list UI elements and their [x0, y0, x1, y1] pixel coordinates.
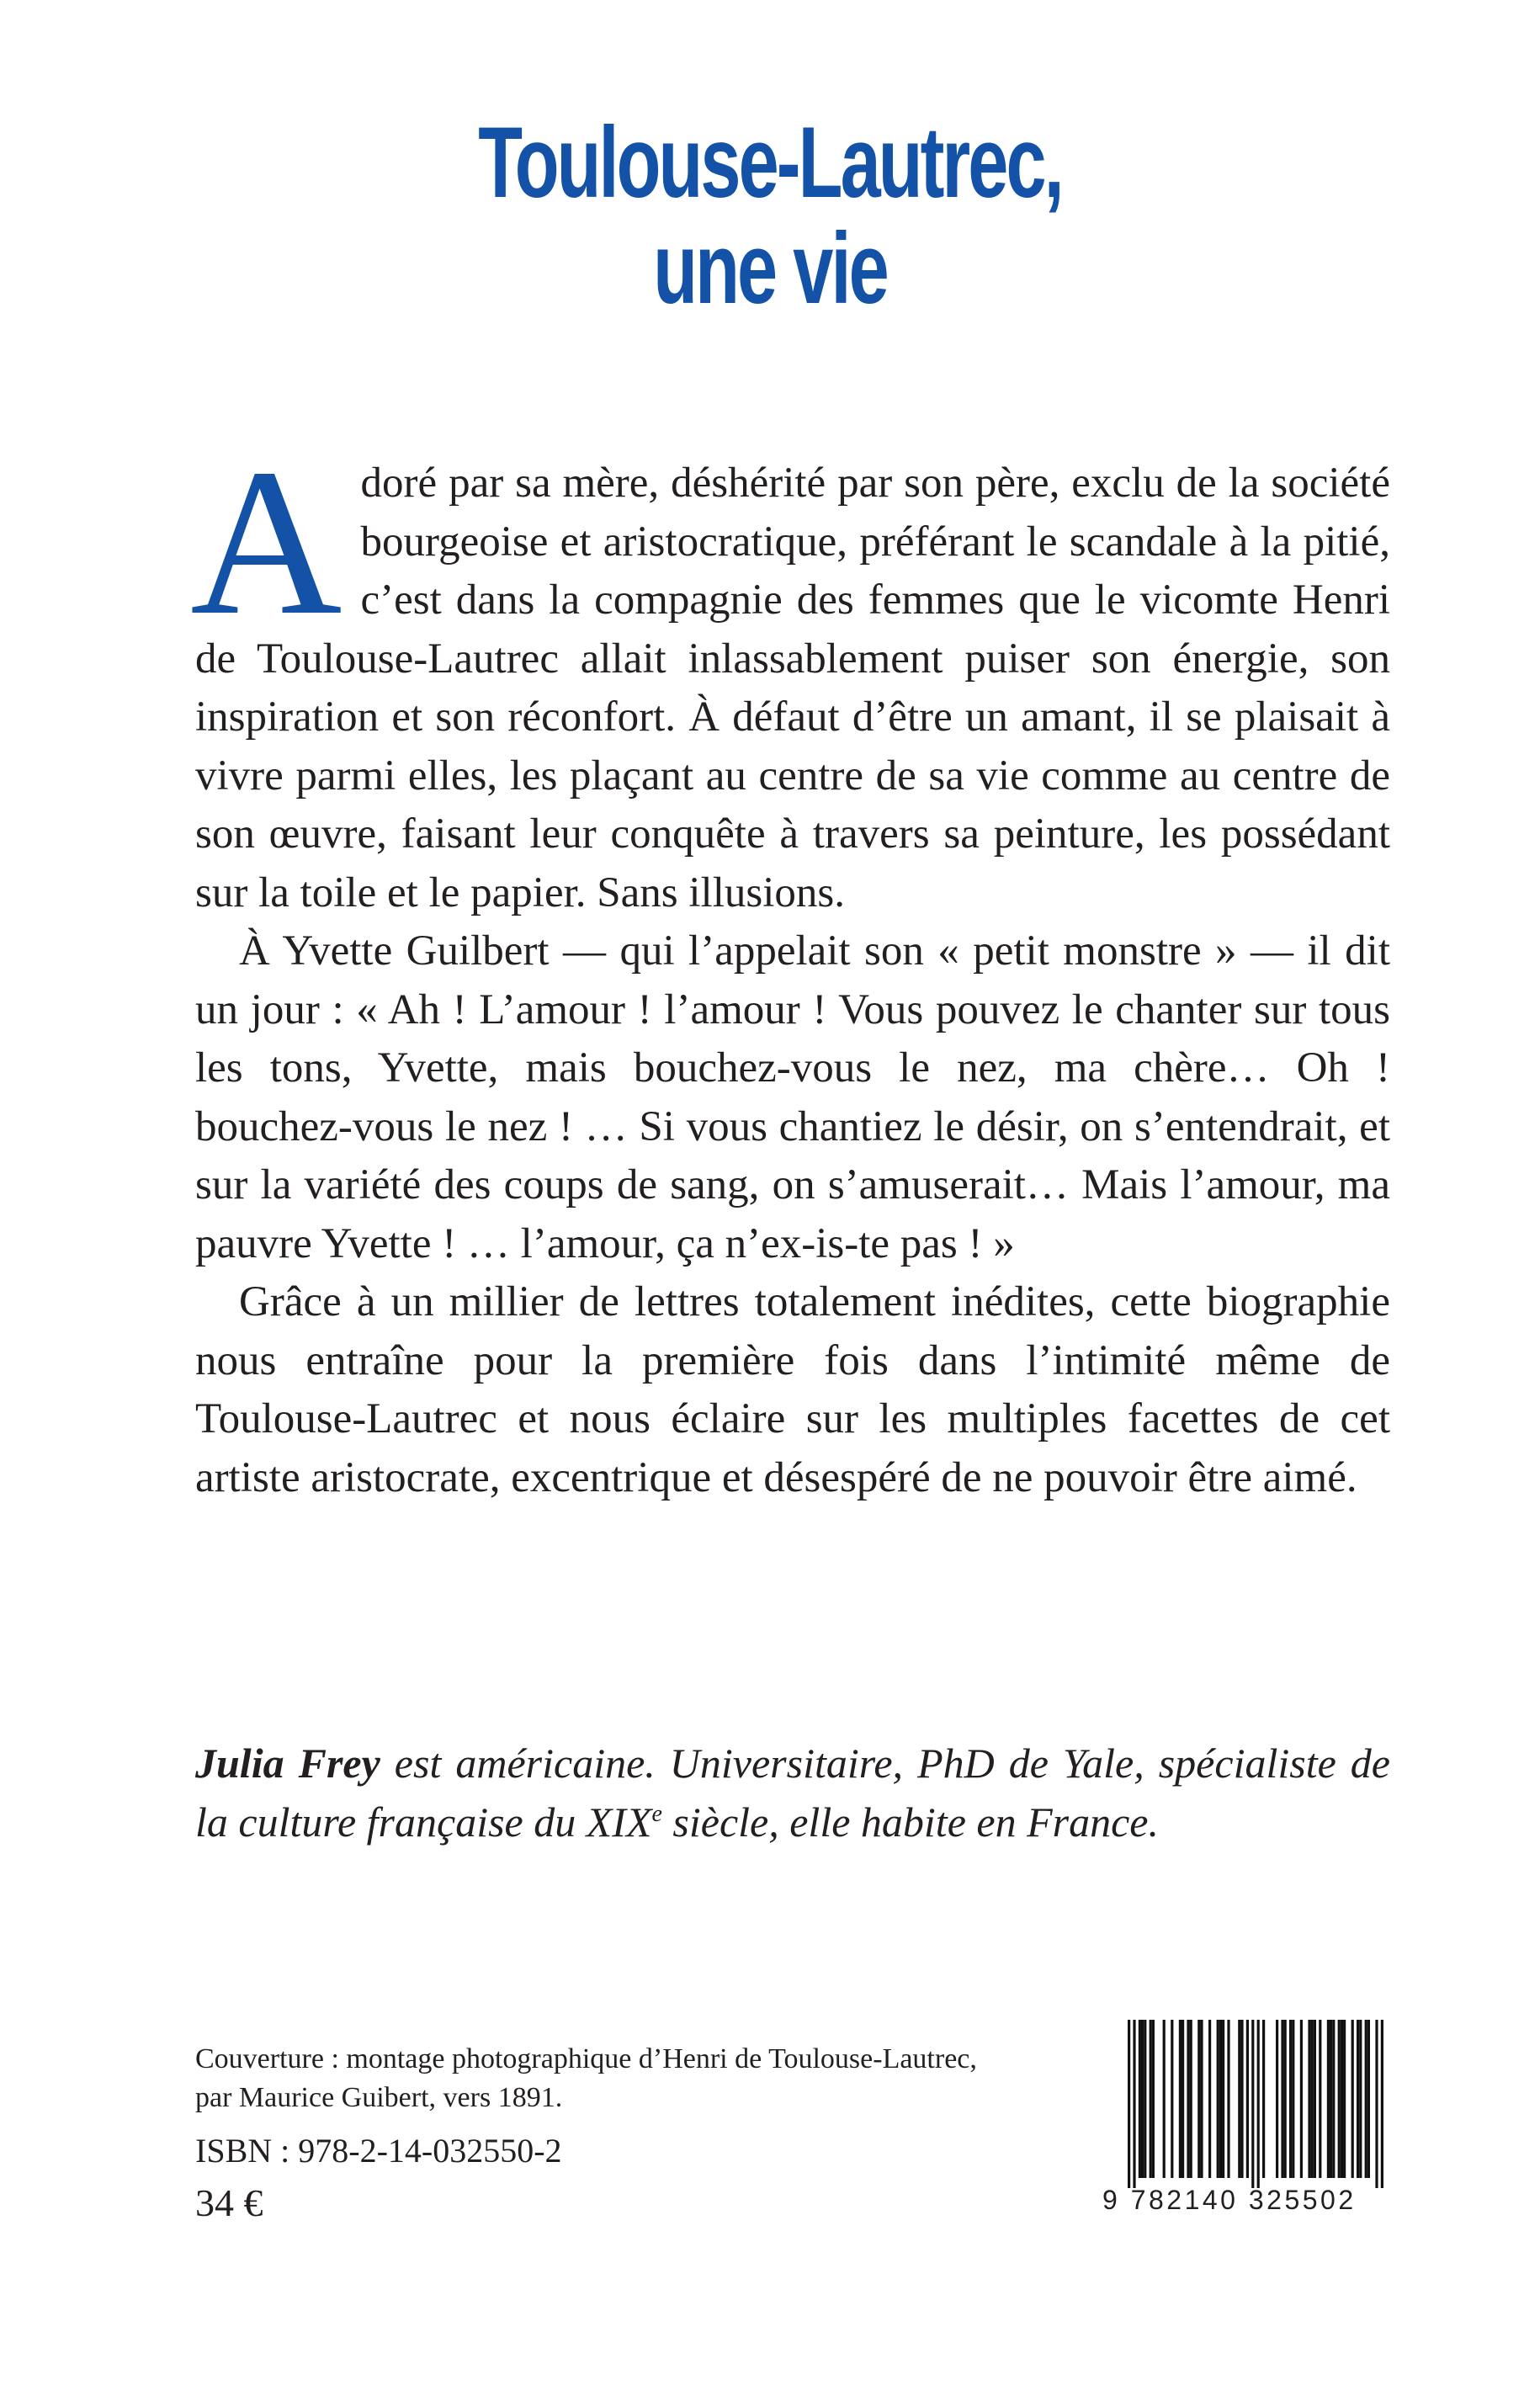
barcode-bar [1341, 2020, 1343, 2178]
barcode-bar [1351, 2020, 1354, 2178]
author-bio-text-2: siècle, elle habite en France. [661, 1798, 1159, 1846]
barcode-bar [1284, 2020, 1287, 2178]
barcode-bar [1357, 2020, 1359, 2178]
barcode-bar [1179, 2020, 1182, 2178]
price: 34 € [195, 2181, 263, 2224]
author-name: Julia Frey [195, 1740, 380, 1787]
synopsis-paragraph-2: À Yvette Guilbert — qui l’appelait son « petit monstre » — il dit un jour : « Ah ! L’amour ! l’amour ! Vous pouvez le chanter sur tous les tons, Yvette, mais bouchez-vous le nez, ma chère… Oh ! bouchez-vous le nez ! … Si vous chantiez le désir, on s’entendrait, et sur la variété des coups de sang, on s’amuserait… Mais l’amour, ma pauvre Yvette ! … l’amour, ça n’ex-is-te pas ! » [195, 927, 1390, 1267]
barcode-bar [1227, 2020, 1229, 2178]
barcode-bar [1319, 2020, 1321, 2178]
barcode-bar [1292, 2020, 1294, 2178]
book-title-line-1: Toulouse-Lautrec, [478, 106, 1062, 219]
cover-credit [195, 2040, 977, 2117]
barcode-bar [1200, 2020, 1203, 2178]
synopsis [190, 426, 1390, 1507]
barcode-bar [1314, 2020, 1316, 2178]
barcode-bar [1289, 2020, 1292, 2178]
cover-credit-line-1: Couverture : montage photographique d’Henri de Toulouse-Lautrec, [195, 2043, 977, 2074]
barcode-bar [1139, 2020, 1141, 2178]
barcode-bar [1171, 2020, 1173, 2178]
barcode-bar [1262, 2020, 1265, 2178]
synopsis-paragraph-1 [190, 426, 1390, 922]
barcode-bar [1381, 2020, 1383, 2188]
barcode-bar [1359, 2020, 1362, 2178]
cover-credit-line-2: par Maurice Guibert, vers 1891. [195, 2082, 563, 2113]
barcode-bar [1251, 2020, 1254, 2188]
barcode-bar [1208, 2020, 1211, 2178]
barcode-bar [1240, 2020, 1243, 2178]
barcode-bar [1141, 2020, 1144, 2178]
barcode-bar [1246, 2020, 1249, 2178]
barcode-bar [1367, 2020, 1370, 2178]
barcode-bar [1257, 2020, 1260, 2188]
barcode-bar [1365, 2020, 1367, 2178]
author-bio [195, 1734, 1390, 1851]
author-bio-superscript: e [651, 1801, 662, 1827]
barcode-bar [1128, 2020, 1130, 2188]
barcode-bar [1144, 2020, 1146, 2178]
barcode-bar [1238, 2020, 1240, 2178]
barcode-bar [1187, 2020, 1189, 2178]
synopsis-paragraph-1-text: doré par sa mère, déshérité par son père, exclu de la société bourgeoise et aristocratique, préférant le scandale à la pitié, c’est dans la compagnie des femmes que le vicomte Henri de Toulouse-Lautrec allait inlassablement puiser son énergie, son inspiration et son réconfort. À défaut d’être un amant, il se plaisait à vivre parmi elles, les plaçant au centre de sa vie comme au centre de son œuvre, faisant leur conquête à travers sa peinture, les possédant sur la toile et le papier. Sans illusions. [195, 459, 1390, 916]
barcode-bar [1219, 2020, 1222, 2178]
barcode-bar [1375, 2020, 1378, 2188]
barcode-bar [1327, 2020, 1330, 2178]
barcode-bar [1281, 2020, 1283, 2178]
barcode [1102, 2020, 1405, 2217]
drop-cap: A [190, 426, 343, 659]
barcode-bar [1330, 2020, 1332, 2178]
barcode-bar [1343, 2020, 1346, 2178]
barcode-bar [1182, 2020, 1184, 2178]
author-bio-text-1: est américaine. Universitaire, PhD de Yale, spécialiste de la culture française du XIX [195, 1740, 1390, 1846]
barcode-bar [1311, 2020, 1314, 2178]
barcode-bar [1197, 2020, 1200, 2178]
book-title-line-2: une vie [653, 212, 887, 325]
book-title [215, 106, 1325, 325]
barcode-bar [1163, 2020, 1166, 2178]
barcode-bar [1190, 2020, 1192, 2178]
barcode-bar [1152, 2020, 1155, 2178]
isbn: ISBN : 978-2-14-032550-2 [195, 2132, 562, 2170]
barcode-bar [1300, 2020, 1303, 2178]
barcode-bar [1222, 2020, 1224, 2178]
barcode-bars [1102, 2020, 1405, 2188]
barcode-digits: 9 782140 325502 [1102, 2185, 1357, 2215]
barcode-bar [1150, 2020, 1152, 2178]
synopsis-paragraph-3: Grâce à un millier de lettres totalement inédites, cette biographie nous entraîne pour la première fois dans l’intimité même de Toulouse-Lautrec et nous éclaire sur les multiples facettes de cet artiste aristocrate, excentrique et désespéré de ne pouvoir être aimé. [195, 1278, 1390, 1501]
barcode-bar [1332, 2020, 1335, 2178]
barcode-bar [1308, 2020, 1310, 2178]
barcode-bar [1217, 2020, 1219, 2178]
barcode-bar [1133, 2020, 1135, 2188]
barcode-bar [1276, 2020, 1278, 2178]
barcode-bar [1338, 2020, 1341, 2178]
